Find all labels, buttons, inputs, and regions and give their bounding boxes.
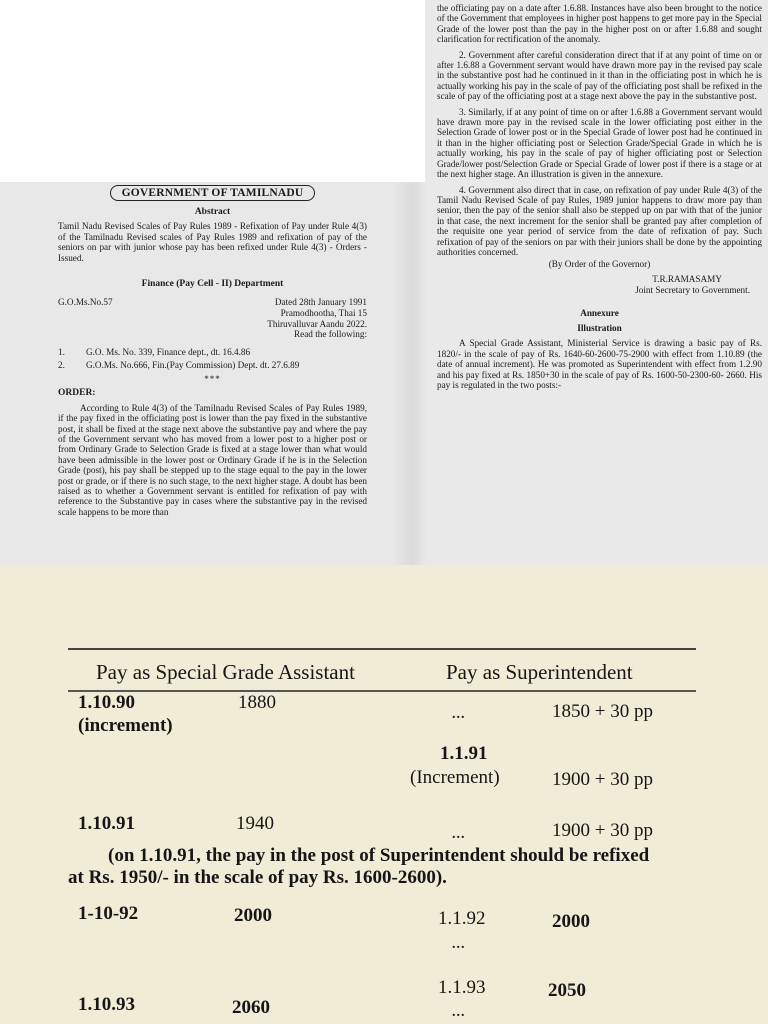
date-line-1: Dated 28th January 1991 (274, 297, 367, 308)
row2-note: (Increment) (410, 767, 500, 788)
order-heading: ORDER: (58, 387, 96, 398)
blank-area (0, 0, 425, 182)
header-special-grade-assistant: Pay as Special Grade Assistant (96, 660, 355, 684)
refixation-note-line-2: at Rs. 1950/- in the scale of pay Rs. 1600-2600). (68, 867, 447, 888)
pay-illustration-table (0, 565, 768, 1024)
read-following: Read the following: (294, 329, 367, 340)
row5-date: 1.10.93 (78, 994, 135, 1015)
row4-pay: 2000 (234, 905, 272, 926)
reference-number: 2. (58, 359, 65, 370)
order-paragraph-4: 4. Government also direct that in case, on refixation of pay under Rule 4(3) of the Tamil Nadu Revised Scale of pay Rules, 1989 junior happens to draw more pay than senior, then the pay of the senior shall also be stepped up on par with that of the junior in that case, the next increment for the senior shall be granted pay after completion of the requisite one year period of service from the date of refixation of pay. Such refixation of pay of the seniors on par with their juniors shall be done by the appointing authorities concerned. (437, 184, 762, 257)
go-row (58, 297, 367, 339)
order-paragraph-2: 2. Government after careful consideration direct that if at any point of time on or after 1.6.88 a Government servant would have drawn more pay in the revised pay scale in the substantive post had he continued in it than in the officiating post in which he is actually working his pay in the scale of pay of the officiating post shall be refixed in the scale of pay of the officiating post at a stage next above the pay in the substantive post. (437, 49, 762, 102)
row4-superintendent-pay: 2000 (552, 911, 590, 932)
refixation-note-line-1: (on 1.10.91, the pay in the post of Superintendent should be refixed (108, 845, 650, 866)
reference-text: G.O.Ms. No.666, Fin.(Pay Commission) Dept. dt. 27.6.89 (86, 359, 300, 370)
date-line-2: Pramodhootha, Thai 15 (280, 307, 367, 318)
row5-pay: 2060 (232, 997, 270, 1018)
order-paragraph-continued: the officiating pay on a date after 1.6.88. Instances have also been brought to the notice of the Government that employees in higher post happens to get more pay in the Special Grade of the lower post than the pay in the higher post on or after 1.6.88 and sought clarification for rectification of the anomaly. (437, 3, 762, 45)
reference-item (58, 346, 367, 359)
references-list (58, 346, 367, 372)
header-superintendent: Pay as Superintendent (446, 660, 633, 684)
reference-item (58, 359, 367, 372)
page-gutter (392, 182, 426, 565)
row4-date: 1-10-92 (78, 903, 139, 924)
table-header-rule (68, 690, 696, 692)
department-heading: Finance (Pay Cell - II) Department (141, 279, 284, 290)
illustration-heading: Illustration (577, 323, 622, 334)
go-number: G.O.Ms.No.57 (58, 297, 113, 308)
government-title: GOVERNMENT OF TAMILNADU (110, 185, 315, 201)
row2-date: 1.1.91 (440, 743, 488, 764)
annexure-heading: Annexure (580, 308, 619, 319)
go-date (197, 297, 367, 339)
row4-superintendent-date: 1.1.92 (438, 908, 486, 929)
illustration-text: A Special Grade Assistant, Ministerial Service is drawing a basic pay of Rs. 1820/- in the scale of pay of Rs. 1640-60-2600-75-2900 with effect from 1.10.89 (the date of annual increment). He was promoted as Superintendent with effect from 1.2.90 and his pay fixed at Rs. 1850+30 in the scale of pay of Rs. 1600-50-2300-60- 2660. His pay is regulated in the two posts:- (437, 338, 762, 390)
signatory-designation: Joint Secretary to Government. (635, 285, 750, 296)
reference-text: G.O. Ms. No. 339, Finance dept., dt. 16.4.86 (86, 346, 251, 357)
order-paragraph-3: 3. Similarly, if at any point of time on or after 1.6.88 a Government servant would have drawn more pay in the revised scale in the lower officiating post either in the Selection Grade of lower post or in the Special Grade of lower post had he continued in it than in the higher officiating post or Selection Grade/Special Grade in which he is actually working, his pay in the scale of pay of higher officiating post or Selection Grade/lower post/Selection Grade or Special Grade of lower post if there is a stage or at the next higher stage. An illustration is given in the annexure. (437, 106, 762, 180)
right-column (425, 0, 768, 565)
row5-dots: ... (452, 1005, 466, 1020)
row4-dots: ... (452, 937, 466, 952)
row5-superintendent-pay: 2050 (548, 980, 586, 1001)
separator-stars: *** (204, 373, 221, 384)
date-line-3: Thiruvalluvar Aandu 2022. (267, 318, 367, 329)
row1-date: 1.10.90 (78, 692, 135, 713)
row2-superintendent-pay: 1900 + 30 pp (552, 769, 653, 790)
signatory-name: T.R.RAMASAMY (652, 274, 722, 285)
left-column (0, 182, 425, 565)
reference-number: 1. (58, 346, 65, 357)
row1-superintendent-pay: 1850 + 30 pp (552, 701, 653, 722)
row1-pay: 1880 (238, 692, 276, 713)
order-paragraph-1: According to Rule 4(3) of the Tamilnadu Revised Scales of Pay Rules 1989, if the pay fixed in the officiating post is lower than the pay fixed in the substantive post, it shall be fixed at the stage next above the substantive pay and where the pay of the Government servant who has moved from a lower post to a higher post or from Ordinary Grade to Selection Grade is fixed at a stage lower than what would have been admissible in the lower post or Ordinary Grade if he is in the Selection Grade (post), his pay shall be stepped up to the stage equal to the pay in the lower post or grade, or if there is no such stage, to the next higher stage. A doubt has been raised as to whether a Government servant is entitled for refixation of pay with reference to the Substantive pay in cases where the substantive pay in the revised scale happens to be more than (58, 402, 367, 517)
row1-note: (increment) (78, 715, 173, 736)
by-order-line: (By Order of the Governor) (548, 259, 651, 270)
abstract-heading: Abstract (194, 207, 231, 217)
row3-pay: 1940 (236, 813, 274, 834)
row1-dots: ... (452, 707, 466, 722)
row3-superintendent-pay: 1900 + 30 pp (552, 820, 653, 841)
row3-dots: ... (452, 827, 466, 842)
abstract-text: Tamil Nadu Revised Scales of Pay Rules 1989 - Refixation of Pay under Rule 4(3) of the Tamilnadu Revised scales of Pay Rules 1989 and refixation of pay of the seniors on par with junior whose pay has been refixed under Rule 4(3) - Orders - Issued. (58, 221, 367, 263)
table-top-rule (68, 648, 696, 650)
row5-superintendent-date: 1.1.93 (438, 977, 486, 998)
row3-date: 1.10.91 (78, 813, 135, 834)
